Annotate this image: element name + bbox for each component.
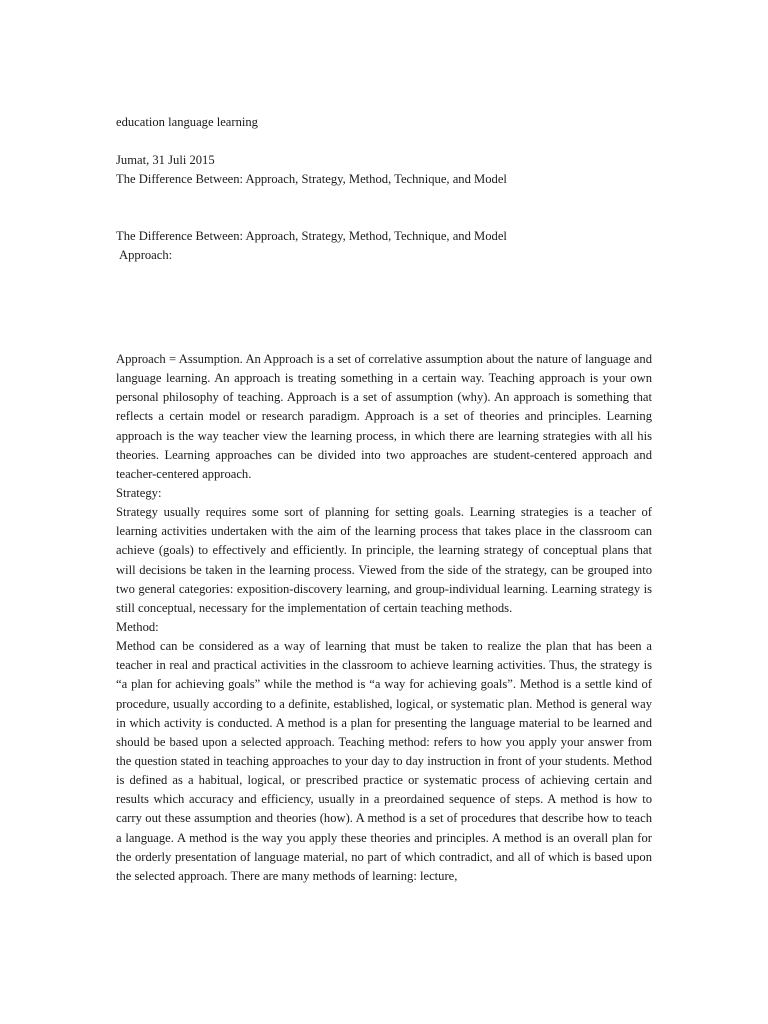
method-heading: Method: [116,620,159,635]
strategy-paragraph: Strategy usually requires some sort of planning for setting goals. Learning strategies is a teacher of learning activities undertaken with the aim of the learning process that takes place in the classroom can achieve (goals) to effectively and efficiently. In principle, the learning strategy of conceptual plans that will decisions be taken in the learning process. Viewed from the side of the strategy, can be grouped into two general categories: exposition-discovery learning, and group-individual learning. Learning strategy is still conceptual, necessary for the implementation of certain teaching methods. [116,505,652,615]
strategy-heading: Strategy: [116,486,162,501]
post-date: Jumat, 31 Juli 2015 [116,153,215,167]
method-paragraph: Method can be considered as a way of learning that must be taken to realize the plan that has been a teacher in real and practical activities in the classroom to achieve learning activities. Thus, the strategy is “a plan for achieving goals” while the method is “a way for achieving goals”. Method is a settle kind of procedure, usually according to a definite, established, logical, or systematic plan. Method is general way in which activity is conducted. A method is a plan for presenting the language material to be learned and should be based upon a selected approach. Teaching method: refers to how you apply your answer from the question stated in teaching approaches to your day to day instruction in front of your students. Method is defined as a habitual, logical, or prescribed practice or systematic process of achieving certain and results which accuracy and efficiency, usually in a preordained sequence of steps. A method is how to carry out these assumption and theories (how). A method is a set of procedures that describe how to teach a language. A method is the way you apply these theories and principles. A method is an overall plan for the orderly presentation of language material, no part of which contradict, and all of which is based upon the selected approach. There are many methods of learning: lecture, [116,639,652,883]
approach-paragraph: Approach = Assumption. An Approach is a set of correlative assumption about the nature of language and language learning. An approach is treating something in a certain way. Teaching approach is your own personal philosophy of teaching. Approach is a set of assumption (why). An approach is something that reflects a certain model or research paradigm. Approach is a set of theories and principles. Learning approach is the way teacher view the learning process, in which there are learning strategies with all his theories. Learning approaches can be divided into two approaches are student-centered approach and teacher-centered approach. [116,352,652,481]
blog-title: education language learning [116,115,258,129]
article-title: The Difference Between: Approach, Strategy, Method, Technique, and Model [116,229,507,243]
approach-heading: Approach: [119,248,173,262]
post-title: The Difference Between: Approach, Strategy, Method, Technique, and Model [116,172,507,186]
document-page [116,113,652,886]
